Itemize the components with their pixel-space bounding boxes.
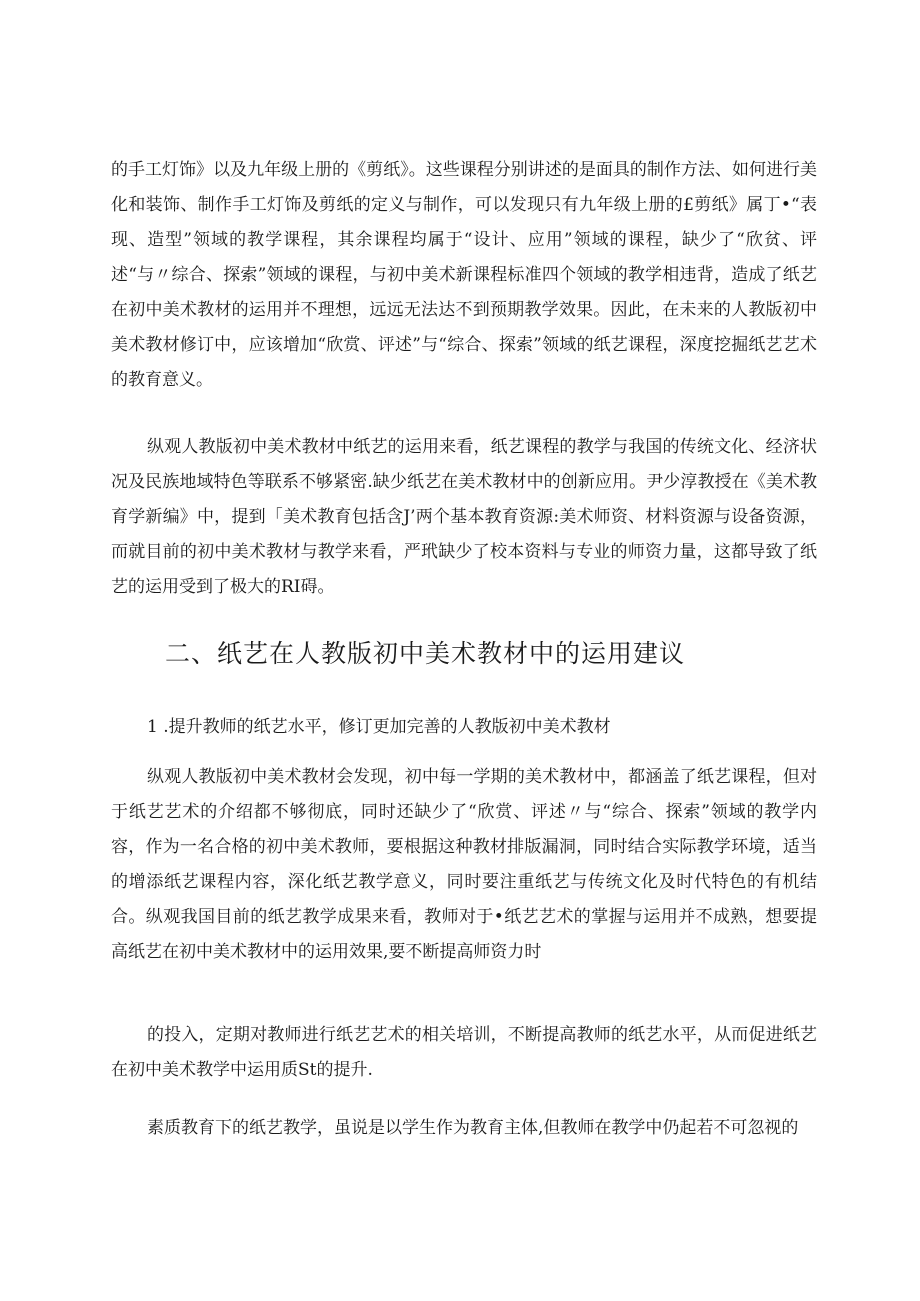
body-paragraph-3: 纵观人教版初中美术教材会发现，初中每一学期的美术教材中，都涵盖了纸艺课程，但对于纸艺艺术的介绍都不够彻底，同时还缺少了“欣赏、评述〃与“综合、探索”领域的教学内容，作为一名合格的初中美术教师，要根据这种教材排版漏洞，同时结合实际教学环境，适当的增添纸艺课程内容，深化纸艺教学意义，同时要注重纸艺与传统文化及时代特色的有机结合。纵观我国目前的纸艺教学成果来看，教师对于•纸艺艺术的掌握与运用并不成熟，想要提高纸艺在初中美术教材中的运用效果,要不断提高师资力时 (111, 767, 817, 962)
body-paragraph-1: 的手工灯饰》以及九年级上册的《剪纸》。这些课程分别讲述的是面具的制作方法、如何进行美化和装饰、制作手工灯饰及剪纸的定义与制作，可以发现只有九年级上册的£剪纸》属丁•“表现、造型”领域的教学课程，其余课程均属于“设计、应用”领域的课程，缺少了“欣贫、评述“与〃综合、探索”领域的课程，与初中美术新课程标准四个领域的教学相违背，造成了纸艺在初中美术教材的运用并不理想，远远无法达不到预期教学效果。因此，在未来的人教版初中美术教材修订中，应该增加“欣赏、评述”与“综合、探索”领域的纸艺课程，深度挖掘纸艺艺术的教育意义。 (111, 160, 817, 390)
body-paragraph-4: 的投入，定期对教师进行纸艺艺术的相关培训，不断提高教师的纸艺水平，从而促进纸艺在初中美术教学中运用质St的提升. (111, 1025, 817, 1080)
body-paragraph-2: 纵观人教版初中美术教材中纸艺的运用来看，纸艺课程的教学与我国的传统文化、经济状况及民族地域特色等联系不够紧密.缺少纸艺在美术教材中的创新应用。尹少淳教授在《美术教育学新编》中，提到「美术教育包括含J’两个基本教育资源:美术师资、材料资源与设备资源，而就目前的初中美术教材与教学来看，严玳缺少了校本资料与专业的师资力量，这都导致了纸艺的运用受到了极大的RI碍。 (111, 437, 817, 597)
body-paragraph-5: 素质教育下的纸艺教学，虽说是以学生作为教育主体,但教师在教学中仍起若不可忽视的 (147, 1118, 799, 1138)
section-heading: 二、纸艺在人教版初中美术教材中的运用建议 (165, 639, 686, 668)
subsection-heading: 1 .提升教师的纸艺水平，修订更加完善的人教版初中美术教材 (147, 717, 611, 737)
